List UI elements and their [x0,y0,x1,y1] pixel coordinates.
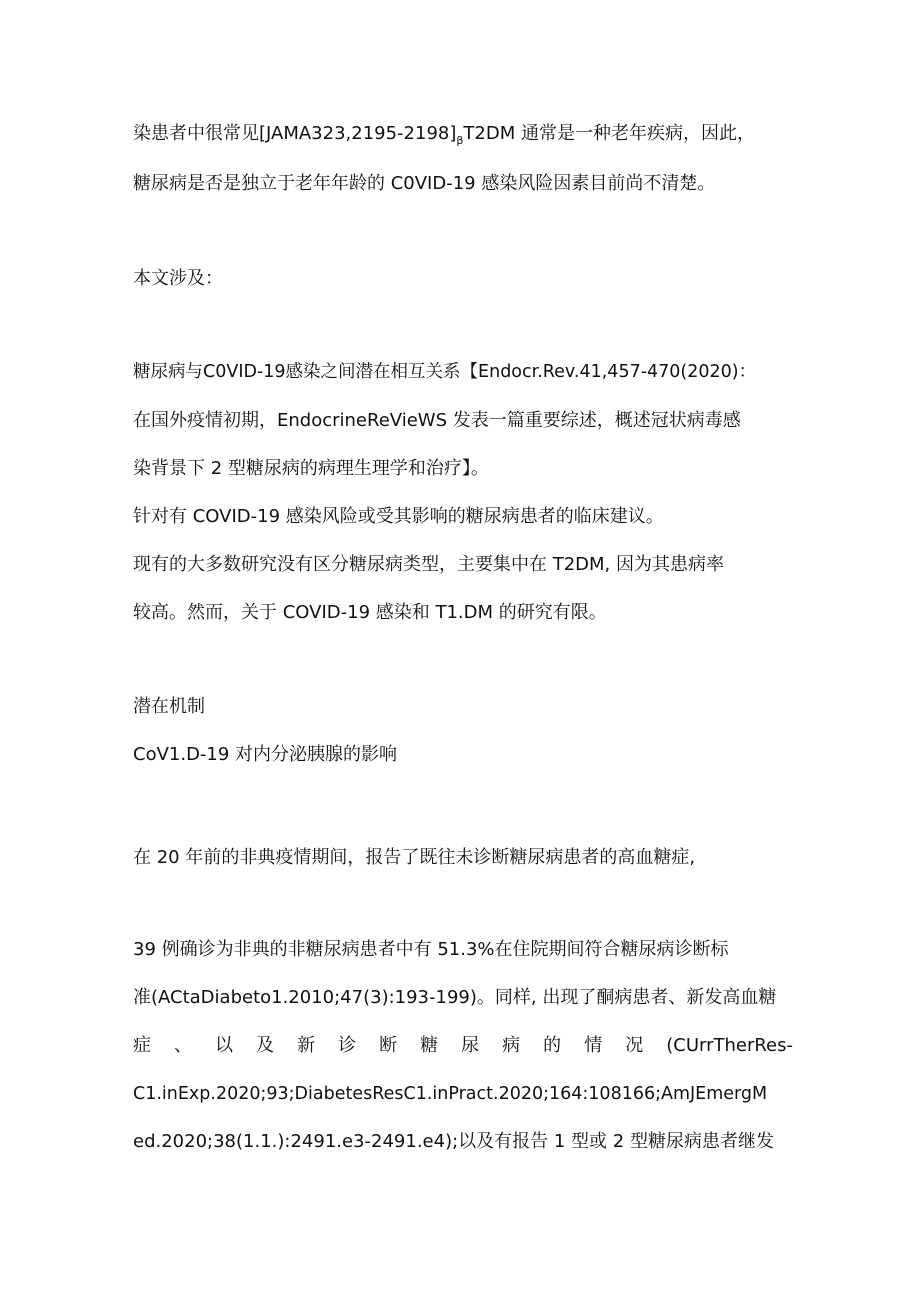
paragraph-line: 染背景下 2 型糖尿病的病理生理学和治疗】。 [133,458,489,479]
paragraph-line: ed.2020;38(1.1.):2491.e3-2491.e4);以及有报告 1 型或 2 型糖尿病患者继发 [133,1131,774,1152]
paragraph-line: C1.inExp.2020;93;DiabetesResC1.inPract.2020;164:108166;AmJEmergM [133,1084,768,1104]
paragraph-line: 症 、 以 及 新 诊 断 糖 尿 病 的 情 况 (CUrrTherRes- [133,1035,793,1056]
paragraph-line: 在国外疫情初期，EndocrineReVieWS 发表一篇重要综述，概述冠状病毒感 [133,410,741,431]
text-run: 染患者中很常见[JAMA323,2195-2198] [133,123,457,144]
paragraph-line [133,122,793,153]
paragraph-line: 现有的大多数研究没有区分糖尿病类型，主要集中在 T2DM, 因为其患病率 [133,554,724,575]
text-run: T2DM 通常是一种老年疾病，因此， [463,123,755,144]
paragraph-line: 针对有 COVID-19 感染风险或受其影响的糖尿病患者的临床建议。 [133,506,664,527]
paragraph-line: 准(ACtaDiabeto1.2010;47(3):193-199)。同样, 出现了酮病患者、新发高血糖 [133,987,777,1008]
subscript-beta: β [456,134,464,147]
paragraph-line: 糖尿病是否是独立于老年年龄的 C0VID-19 感染风险因素目前尚不清楚。 [133,173,716,194]
section-heading: 本文涉及： [133,268,223,289]
subsection-heading: CoV1.D-19 对内分泌胰腺的影响 [133,744,398,765]
paragraph-line: 糖尿病与C0VID-19感染之间潜在相互关系【Endocr.Rev.41,457-470(2020)： [133,362,757,382]
section-heading: 潜在机制 [133,696,205,717]
paragraph-line: 39 例确诊为非典的非糖尿病患者中有 51.3%在住院期间符合糖尿病诊断标 [133,939,729,960]
paragraph-line: 在 20 年前的非典疫情期间，报告了既往未诊断糖尿病患者的高血糖症, [133,847,696,868]
paragraph-line: 较高。然而，关于 COVID-19 感染和 T1.DM 的研究有限。 [133,602,607,623]
